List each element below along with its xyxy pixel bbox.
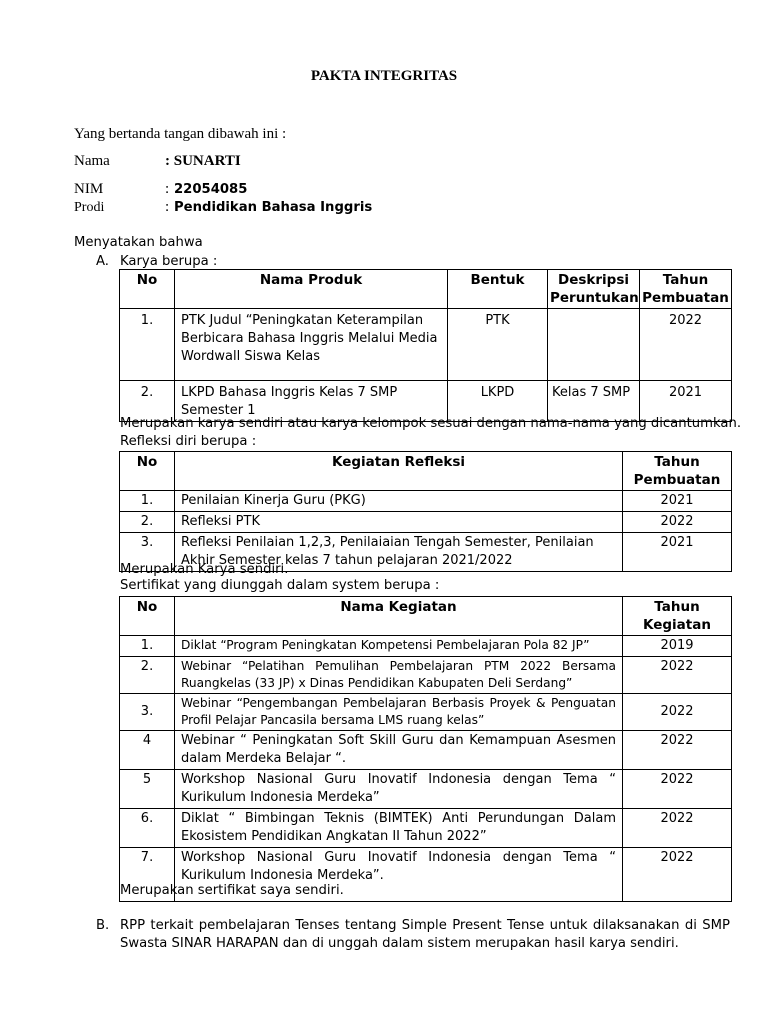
header-kegiatan-refleksi: Kegiatan Refleksi bbox=[175, 452, 623, 491]
row-no: 1. bbox=[120, 309, 175, 381]
table-row bbox=[120, 512, 732, 533]
section-a-marker: A. bbox=[96, 254, 109, 269]
section-a-label: Karya berupa : bbox=[120, 254, 218, 269]
nama-value: : SUNARTI bbox=[165, 153, 241, 169]
table-row bbox=[120, 657, 732, 694]
row-deskripsi: Kelas 7 SMP bbox=[548, 381, 640, 422]
row-no: 1. bbox=[120, 636, 175, 657]
row-no: 2. bbox=[120, 512, 175, 533]
row-no: 6. bbox=[120, 809, 175, 848]
sertifikat-label: Sertifikat yang diunggah dalam system berupa : bbox=[120, 578, 440, 593]
nim-label: NIM bbox=[74, 181, 104, 197]
statement-text: Menyatakan bahwa bbox=[74, 235, 203, 250]
section-b-marker: B. bbox=[96, 918, 110, 933]
header-bentuk: Bentuk bbox=[448, 270, 548, 309]
header-no: No bbox=[120, 597, 175, 636]
karya-table bbox=[119, 269, 732, 422]
page-title: PAKTA INTEGRITAS bbox=[310, 68, 458, 84]
prodi-label: Prodi bbox=[74, 200, 105, 215]
row-tahun: 2022 bbox=[623, 657, 732, 694]
refleksi-label: Refleksi diri berupa : bbox=[120, 434, 257, 449]
header-no: No bbox=[120, 452, 175, 491]
row-no: 5 bbox=[120, 770, 175, 809]
row-tahun: 2022 bbox=[623, 770, 732, 809]
header-nama-produk: Nama Produk bbox=[175, 270, 448, 309]
karya-note: Merupakan karya sendiri atau karya kelompok sesuai dengan nama-nama yang dicantumkan. bbox=[120, 416, 742, 431]
prodi-value: Pendidikan Bahasa Inggris bbox=[174, 200, 373, 215]
sertifikat-table-header bbox=[120, 597, 732, 636]
row-bentuk: PTK bbox=[448, 309, 548, 381]
refleksi-table bbox=[119, 451, 732, 572]
row-tahun: 2021 bbox=[623, 491, 732, 512]
karya-table-header bbox=[120, 270, 732, 309]
refleksi-table-header bbox=[120, 452, 732, 491]
row-nama: PTK Judul “Peningkatan Keterampilan Berbicara Bahasa Inggris Melalui Media Wordwall Siswa Kelas bbox=[175, 309, 448, 381]
row-tahun: 2022 bbox=[623, 848, 732, 902]
row-deskripsi bbox=[548, 309, 640, 381]
intro-text: Yang bertanda tangan dibawah ini : bbox=[74, 126, 287, 142]
header-tahun: Tahun Kegiatan bbox=[623, 597, 732, 636]
row-kegiatan: Diklat “ Bimbingan Teknis (BIMTEK) Anti Perundungan Dalam Ekosistem Pendidikan Angkatan II Tahun 2022” bbox=[175, 809, 623, 848]
refleksi-note: Merupakan Karya sendiri. bbox=[120, 562, 289, 577]
row-no: 3. bbox=[120, 694, 175, 731]
row-no: 4 bbox=[120, 731, 175, 770]
row-tahun: 2022 bbox=[623, 809, 732, 848]
row-tahun: 2021 bbox=[640, 381, 732, 422]
row-kegiatan: Workshop Nasional Guru Inovatif Indonesia dengan Tema “ Kurikulum Indonesia Merdeka”. bbox=[175, 848, 623, 902]
table-row bbox=[120, 636, 732, 657]
table-row bbox=[120, 770, 732, 809]
sertifikat-note: Merupakan sertifikat saya sendiri. bbox=[120, 883, 344, 898]
row-bentuk: LKPD bbox=[448, 381, 548, 422]
row-tahun: 2021 bbox=[623, 533, 732, 572]
row-kegiatan: Penilaian Kinerja Guru (PKG) bbox=[175, 491, 623, 512]
row-kegiatan: Workshop Nasional Guru Inovatif Indonesia dengan Tema “ Kurikulum Indonesia Merdeka” bbox=[175, 770, 623, 809]
row-kegiatan: Refleksi PTK bbox=[175, 512, 623, 533]
row-kegiatan: Webinar “Pengembangan Pembelajaran Berbasis Proyek & Penguatan Profil Pelajar Pancasila bersama LMS ruang kelas” bbox=[175, 694, 623, 731]
row-tahun: 2019 bbox=[623, 636, 732, 657]
header-nama-kegiatan: Nama Kegiatan bbox=[175, 597, 623, 636]
row-no: 2. bbox=[120, 657, 175, 694]
row-tahun: 2022 bbox=[623, 694, 732, 731]
row-kegiatan: Webinar “ Peningkatan Soft Skill Guru dan Kemampuan Asesmen dalam Merdeka Belajar “. bbox=[175, 731, 623, 770]
row-tahun: 2022 bbox=[623, 512, 732, 533]
nama-label: Nama bbox=[74, 153, 110, 169]
row-tahun: 2022 bbox=[640, 309, 732, 381]
row-kegiatan: Diklat “Program Peningkatan Kompetensi Pembelajaran Pola 82 JP” bbox=[175, 636, 623, 657]
row-nama: LKPD Bahasa Inggris Kelas 7 SMP Semester 1 bbox=[175, 381, 448, 422]
prodi-colon: : bbox=[165, 199, 170, 215]
table-row bbox=[120, 309, 732, 381]
header-tahun: Tahun Pembuatan bbox=[640, 270, 732, 309]
row-kegiatan: Refleksi Penilaian 1,2,3, Penilaiaian Tengah Semester, Penilaian Akhir Semester kelas 7 tahun pelajaran 2021/2022 bbox=[175, 533, 623, 572]
row-no: 7. bbox=[120, 848, 175, 902]
header-tahun: Tahun Pembuatan bbox=[623, 452, 732, 491]
sertifikat-table bbox=[119, 596, 732, 902]
row-no: 2. bbox=[120, 381, 175, 422]
row-no: 3. bbox=[120, 533, 175, 572]
section-b-text: RPP terkait pembelajaran Tenses tentang Simple Present Tense untuk dilaksanakan di SMP Swasta SINAR HARAPAN dan di unggah dalam sistem merupakan hasil karya sendiri. bbox=[120, 918, 730, 951]
table-row bbox=[120, 491, 732, 512]
nim-colon: : bbox=[165, 181, 170, 197]
table-row bbox=[120, 694, 732, 731]
row-tahun: 2022 bbox=[623, 731, 732, 770]
header-no: No bbox=[120, 270, 175, 309]
nim-value: 22054085 bbox=[174, 182, 248, 197]
header-deskripsi: Deskripsi Peruntukan bbox=[548, 270, 640, 309]
row-no: 1. bbox=[120, 491, 175, 512]
table-row bbox=[120, 809, 732, 848]
row-kegiatan: Webinar “Pelatihan Pemulihan Pembelajaran PTM 2022 Bersama Ruangkelas (33 JP) x Dinas Pendidikan Kabupaten Deli Serdang” bbox=[175, 657, 623, 694]
table-row bbox=[120, 731, 732, 770]
